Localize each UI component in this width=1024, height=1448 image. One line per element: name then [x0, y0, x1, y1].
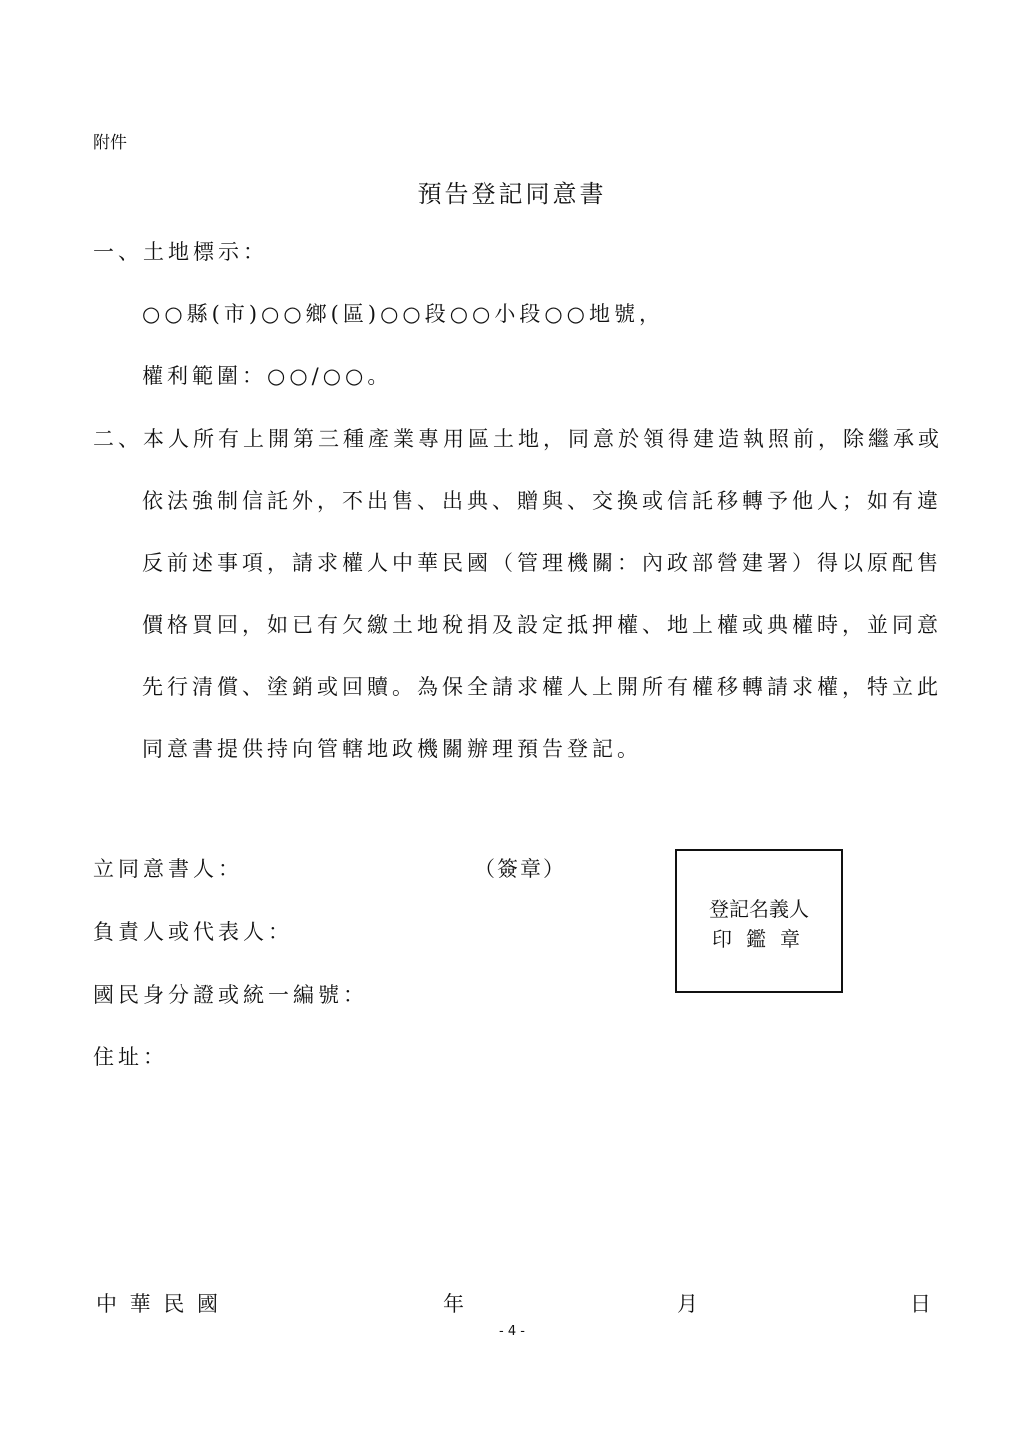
registered-seal-box: [675, 849, 843, 993]
address-label: 住址：: [93, 1045, 168, 1069]
seal-box-line2: 印鑑章: [712, 927, 814, 951]
consenter-label: 立同意書人：: [93, 857, 243, 881]
date-day: 日: [910, 1292, 931, 1316]
date-era: 中 華 民 國: [96, 1292, 222, 1316]
page-number: - 4 -: [499, 1324, 525, 1339]
document-title: 預告登記同意書: [417, 180, 607, 208]
seal-box-line1: 登記名義人: [709, 897, 809, 921]
representative-label: 負責人或代表人：: [93, 920, 293, 944]
section1-heading: 一、土地標示：: [93, 240, 268, 264]
section2-line: 先行清償、塗銷或回贖。為保全請求權人上開所有權移轉請求權，特立此: [142, 675, 942, 699]
id-number-label: 國民身分證或統一編號：: [93, 983, 368, 1007]
signature-note: （簽章）: [474, 857, 566, 881]
section2-line: 二、本人所有上開第三種產業專用區土地，同意於領得建造執照前，除繼承或: [93, 427, 943, 451]
date-month: 月: [677, 1292, 698, 1316]
rights-scope: 權利範圍：○○/○○。: [142, 364, 393, 388]
section2-line: 依法強制信託外，不出售、出典、贈與、交換或信託移轉予他人；如有違: [142, 489, 942, 513]
section2-line: 反前述事項，請求權人中華民國（管理機關：內政部營建署）得以原配售: [142, 551, 942, 575]
land-location: ○○縣(市)○○鄉(區)○○段○○小段○○地號，: [142, 302, 665, 326]
date-year: 年: [443, 1292, 464, 1316]
attachment-label: 附件: [93, 133, 127, 153]
section2-line: 價格買回，如已有欠繳土地稅捐及設定抵押權、地上權或典權時，並同意: [142, 613, 942, 637]
section2-line: 同意書提供持向管轄地政機關辦理預告登記。: [142, 737, 642, 761]
